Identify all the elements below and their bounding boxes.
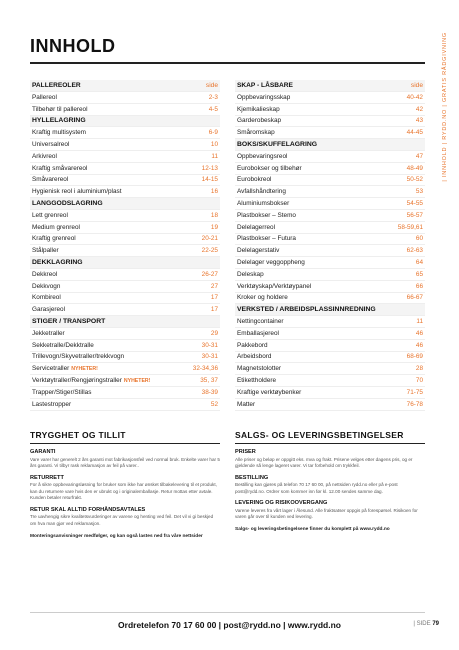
toc-label: Kraftig grenreol <box>32 235 76 243</box>
toc-label: STIGER / TRANSPORT <box>32 318 106 326</box>
toc-label-wrap <box>237 342 268 349</box>
toc-label-wrap <box>237 389 301 396</box>
toc-label-wrap <box>32 318 105 325</box>
toc-page-number: 46 <box>415 329 423 337</box>
toc-label-wrap <box>237 141 317 148</box>
toc-entry <box>30 363 220 375</box>
toc-label-wrap <box>32 212 68 219</box>
toc-label-wrap <box>32 353 124 360</box>
toc-label: Nettingcontainer <box>237 318 284 326</box>
toc-entry <box>235 234 425 246</box>
toc-label: Lastestropper <box>32 400 72 408</box>
toc-label: Småromskap <box>237 129 275 137</box>
toc-page-number: 40-42 <box>406 93 423 101</box>
toc-label: Avfallshåndtering <box>237 188 286 196</box>
toc-entry <box>30 186 220 198</box>
toc-label-wrap <box>237 401 255 408</box>
toc-label: VERKSTED / ARBEIDSPLASSINNREDNING <box>237 306 376 314</box>
toc-label: Servicetraller <box>32 365 70 373</box>
toc-label: PALLEREOLER <box>32 82 81 89</box>
terms-section <box>235 430 425 532</box>
toc-label: Matter <box>237 400 256 408</box>
page-title: INNHOLD <box>30 36 116 56</box>
toc-label-wrap <box>237 82 293 89</box>
toc-label-wrap <box>32 165 87 172</box>
toc-page-number: 60 <box>415 235 423 243</box>
side-tab-text: | INNHOLD | RYDD.NO | GRATIS RÅDGIVNING <box>442 32 448 182</box>
toc-label-wrap <box>237 212 296 219</box>
toc-label: Universalreol <box>32 141 70 149</box>
toc-entry <box>235 269 425 281</box>
toc-label: Tilbehør til pallereol <box>32 105 88 113</box>
toc-page-number: 38-39 <box>201 388 218 396</box>
toc-page-number: 19 <box>210 223 218 231</box>
title-divider <box>30 62 425 64</box>
toc-label-wrap <box>237 306 376 313</box>
toc-label-wrap <box>32 129 86 136</box>
toc-page-number: 10 <box>210 141 218 149</box>
toc-label-wrap <box>237 365 281 372</box>
toc-header <box>30 80 220 92</box>
trust-warranty-heading: GARANTI <box>30 449 56 455</box>
toc-label-wrap <box>32 283 60 290</box>
toc-label-wrap <box>237 165 302 172</box>
toc-page-number: 12-13 <box>201 164 218 172</box>
toc-entry <box>235 293 425 305</box>
toc-label: Kroker og holdere <box>237 294 288 302</box>
toc-entry <box>235 375 425 387</box>
right-toc <box>235 80 425 411</box>
toc-label: Kjemikalieskap <box>237 105 280 113</box>
toc-page-number: 66-67 <box>406 294 423 302</box>
toc-label: Delelagerreol <box>237 223 276 231</box>
toc-entry <box>30 104 220 116</box>
toc-page-number: 43 <box>415 117 423 125</box>
toc-label-wrap <box>32 294 61 301</box>
toc-page-number: 11 <box>416 318 423 326</box>
toc-page-number: 52 <box>210 400 218 408</box>
toc-label: Trapper/Stiger/Stillas <box>32 388 92 396</box>
terms-prices-text: Alle priser og beløp er oppgitt eks. mva og frakt. Prisene velges etter dagens pris, og er gjeldende så lenge lageret varer. Vi tar forbehold om trykkfeil. <box>235 456 413 469</box>
toc-section-heading <box>30 116 220 128</box>
toc-entry <box>235 316 425 328</box>
toc-label-wrap <box>237 377 276 384</box>
toc-label-wrap <box>32 377 150 384</box>
toc-label: Emballasjereol <box>237 329 279 337</box>
toc-entry <box>30 151 220 163</box>
toc-page-number: 44-45 <box>406 129 423 137</box>
toc-label: Dekkvogn <box>32 282 61 290</box>
toc-label-wrap <box>32 389 91 396</box>
toc-entry <box>235 257 425 269</box>
toc-entry <box>235 92 425 104</box>
page-number <box>413 621 439 627</box>
terms-title: SALGS- OG LEVERINGSBETINGELSER <box>235 430 425 444</box>
toc-label: Eurobokreol <box>237 176 272 184</box>
toc-page-number: 30-31 <box>201 341 218 349</box>
toc-entry <box>30 340 220 352</box>
toc-label: Eurobokser og tilbehør <box>237 164 302 172</box>
toc-label-wrap <box>237 188 286 195</box>
toc-entry <box>235 363 425 375</box>
toc-page-number: 48-49 <box>406 164 423 172</box>
toc-entry <box>30 281 220 293</box>
toc-entry <box>235 116 425 128</box>
terms-prices-heading: PRISER <box>235 449 256 455</box>
toc-entry <box>30 293 220 305</box>
trust-return-text: For å sikre oppbevaringsløsning for bruker som ikke har ønsket tilbakelevering til et produkt, kan du returnere vare hvis den er ubrukt og i originalemballasje. Retur mottas etter avtale. Kunden betaler returfrakt. <box>30 482 217 501</box>
toc-label: Plastbokser – Futura <box>237 235 296 243</box>
trust-return-heading: RETURRETT <box>30 474 64 481</box>
toc-label: Deleskap <box>237 270 264 278</box>
toc-label-wrap <box>32 106 88 113</box>
toc-entry <box>235 387 425 399</box>
toc-label-wrap <box>237 106 280 113</box>
toc-label: Plastbokser – Stemo <box>237 211 296 219</box>
toc-entry <box>30 127 220 139</box>
top-bar <box>0 0 459 12</box>
toc-entry <box>30 175 220 187</box>
toc-label: Arkivreol <box>32 152 57 160</box>
toc-page-number: 16 <box>210 188 218 196</box>
toc-label: Aluminiumsbokser <box>237 200 290 208</box>
toc-page-number: 14-15 <box>201 176 218 184</box>
toc-label: Oppbevaringsskap <box>237 93 291 101</box>
toc-entry <box>235 281 425 293</box>
toc-entry <box>235 210 425 222</box>
toc-page-number: 58-59,61 <box>397 223 423 231</box>
toc-entry <box>30 399 220 411</box>
toc-label-wrap <box>237 224 275 231</box>
toc-entry <box>235 352 425 364</box>
toc-label: Hygienisk reol i aluminium/plast <box>32 188 122 196</box>
toc-page-number: 26-27 <box>201 270 218 278</box>
toc-entry <box>30 375 220 387</box>
toc-page-number: 6-9 <box>208 129 218 137</box>
toc-page-number: side <box>410 82 423 89</box>
toc-label: Kombireol <box>32 294 61 302</box>
toc-label-wrap <box>237 271 264 278</box>
toc-label: Delelagerstativ <box>237 247 280 255</box>
toc-page-number: 11 <box>211 152 218 160</box>
trust-return-agreement-text: Tre uavhengig sikre kvalitetsvurderinger av varene og henting ved feil. Det vil vi gi beskjed om hva man gjør ved reklamasjon. <box>30 514 214 527</box>
toc-entry <box>30 222 220 234</box>
toc-label: Garderobeskap <box>237 117 282 125</box>
toc-label-wrap <box>237 117 281 124</box>
toc-entry <box>30 163 220 175</box>
page-number-value: 79 <box>432 621 439 627</box>
toc-page-number: 35, 37 <box>200 377 218 385</box>
toc-entry <box>235 198 425 210</box>
toc-entry <box>30 234 220 246</box>
page-number-label: | SIDE <box>413 621 431 627</box>
toc-label: HYLLELAGRING <box>32 117 86 125</box>
toc-entry <box>30 210 220 222</box>
toc-label-wrap <box>237 247 279 254</box>
toc-section-heading <box>235 139 425 151</box>
terms-delivery-text: Varene leveres fra vårt lager i Ålesund. Alle fraktsatser oppgis på forespørsel. Risikoen for varen går over til kunden ved levering. <box>235 507 418 520</box>
toc-label: Oppbevaringsreol <box>237 152 288 160</box>
toc-page-number: 71-75 <box>406 388 423 396</box>
toc-section-heading <box>30 198 220 210</box>
toc-label-wrap <box>237 353 271 360</box>
toc-label: Dekkreol <box>32 270 58 278</box>
toc-page-number: 30-31 <box>201 353 218 361</box>
toc-label-wrap <box>237 235 296 242</box>
new-badge: NYHETER! <box>123 377 151 384</box>
toc-page-number: 17 <box>210 306 218 314</box>
toc-page-number: 70 <box>415 377 423 385</box>
toc-page-number: 47 <box>415 152 423 160</box>
toc-label-wrap <box>237 330 279 337</box>
toc-section-heading <box>235 304 425 316</box>
toc-page-number: 54-55 <box>406 200 423 208</box>
toc-entry <box>30 328 220 340</box>
toc-label: Verktøytraller/Rengjøringstraller <box>32 377 122 385</box>
toc-page-number: 46 <box>415 341 423 349</box>
footer-divider <box>30 612 425 613</box>
toc-label: Jekketraller <box>32 329 65 337</box>
toc-page-number: 76-78 <box>406 400 423 408</box>
toc-page-number: 2-3 <box>208 93 218 101</box>
new-badge: NYHETER! <box>71 365 98 372</box>
toc-label-wrap <box>237 153 287 160</box>
toc-label-wrap <box>237 176 271 183</box>
toc-page-number: 50-52 <box>406 176 423 184</box>
toc-page-number: 66 <box>415 282 423 290</box>
toc-label: LANGGODSLAGRING <box>32 200 103 208</box>
toc-label-wrap <box>237 129 275 136</box>
toc-label: Lett grenreol <box>32 211 68 219</box>
toc-label: Verktøyskap/Verktøypanel <box>237 282 312 290</box>
toc-label: Pakkebord <box>237 341 268 349</box>
toc-label-wrap <box>237 94 290 101</box>
toc-label: Etikettholdere <box>237 377 277 385</box>
toc-entry <box>235 175 425 187</box>
toc-page-number: 4-5 <box>208 105 218 113</box>
terms-order-heading: BESTILLING <box>235 474 269 481</box>
toc-label: Stålpaller <box>32 247 59 255</box>
toc-entry <box>30 269 220 281</box>
toc-label: SKAP - LÅSBARE <box>237 82 293 89</box>
toc-label-wrap <box>237 318 284 325</box>
terms-delivery-heading: LEVERING OG RISIKOOVERGANG <box>235 500 328 507</box>
toc-label-wrap <box>32 176 68 183</box>
toc-entry <box>235 222 425 234</box>
toc-label-wrap <box>237 283 311 290</box>
toc-label: Kraftig småvarereol <box>32 164 88 172</box>
toc-label-wrap <box>237 259 305 266</box>
toc-label: Delelager veggoppheng <box>237 259 305 267</box>
toc-page-number: 29 <box>210 329 218 337</box>
toc-label: Kraftige verktøybenker <box>237 388 302 396</box>
trust-return-agreement-heading: RETUR SKAL ALLTID FORHÅNDSAVTALES <box>30 506 146 513</box>
toc-entry <box>235 127 425 139</box>
toc-label: Trillevogn/Skyvetraller/trekkvogn <box>32 353 125 361</box>
toc-label: Garasjereol <box>32 306 66 314</box>
toc-label-wrap <box>32 247 59 254</box>
trust-section <box>30 430 220 539</box>
toc-entry <box>30 92 220 104</box>
toc-page-number: 53 <box>415 188 423 196</box>
toc-page-number: 65 <box>415 270 423 278</box>
toc-label: Kraftig multisystem <box>32 129 86 137</box>
trust-warranty-text: Vare varer har generelt 2 års garanti mot fabrikasjonsfeil ved normal bruk. Enkelte varer har 5 års garanti. Vi tilbyr rask reklamasjon av feil på varer.. <box>30 456 220 469</box>
toc-label-wrap <box>32 82 81 89</box>
toc-page-number: 68-69 <box>406 353 423 361</box>
toc-entry <box>235 151 425 163</box>
toc-label: BOKS/SKUFFELAGRING <box>237 141 318 149</box>
toc-entry <box>235 245 425 257</box>
toc-page-number: 22-25 <box>201 247 218 255</box>
toc-page-number: 17 <box>210 294 218 302</box>
toc-page-number: 27 <box>210 282 218 290</box>
toc-entry <box>30 352 220 364</box>
toc-label-wrap <box>237 200 289 207</box>
toc-entry <box>235 340 425 352</box>
terms-link-note: Salgs- og leveringsbetingelsene finner du komplett på www.rydd.no <box>235 527 390 533</box>
toc-label-wrap <box>32 117 86 124</box>
left-toc <box>30 80 220 411</box>
toc-label-wrap <box>32 141 69 148</box>
toc-label-wrap <box>32 342 94 349</box>
trust-title: TRYGGHET OG TILLIT <box>30 430 220 444</box>
toc-label-wrap <box>32 188 122 195</box>
toc-label: Arbeidsbord <box>237 353 272 361</box>
toc-entry <box>30 304 220 316</box>
toc-entry <box>235 104 425 116</box>
toc-label: Medium grenreol <box>32 223 80 231</box>
trust-assembly-note: Monteringsanvisninger medfølger, og kan også lastes ned fra våre nettsider <box>30 533 203 539</box>
toc-page-number: 28 <box>415 365 423 373</box>
footer-contact: Ordretelefon 70 17 60 00 | post@rydd.no | www.rydd.no <box>118 620 341 630</box>
toc-page-number: 42 <box>415 105 423 113</box>
toc-entry <box>235 186 425 198</box>
toc-label-wrap <box>32 306 65 313</box>
toc-entry <box>235 328 425 340</box>
toc-label-wrap <box>32 153 57 160</box>
toc-label-wrap <box>32 200 103 207</box>
toc-page-number: side <box>205 82 218 89</box>
toc-label-wrap <box>32 94 57 101</box>
toc-label: Sekketralle/Dekktralle <box>32 341 94 349</box>
toc-section-heading <box>30 316 220 328</box>
toc-label: DEKKLAGRING <box>32 259 83 267</box>
toc-page-number: 32-34,36 <box>192 365 218 373</box>
toc-page-number: 18 <box>210 211 218 219</box>
toc-section-heading <box>30 257 220 269</box>
toc-label-wrap <box>32 235 76 242</box>
toc-label-wrap <box>32 271 57 278</box>
toc-header <box>235 80 425 92</box>
toc-entry <box>30 139 220 151</box>
toc-entry <box>235 163 425 175</box>
toc-entry <box>30 245 220 257</box>
toc-label-wrap <box>32 330 65 337</box>
toc-label-wrap <box>237 294 288 301</box>
toc-entry <box>30 387 220 399</box>
terms-order-text: Bestilling kan gjøres på telefon 70 17 60 00, på nettsiden rydd.no eller på e-post post@rydd.no. Ordrer som kommer inn før kl. 12.00 sendes samme dag. <box>235 482 398 494</box>
toc-page-number: 20-21 <box>201 235 218 243</box>
toc-label-wrap <box>32 401 71 408</box>
toc-page-number: 64 <box>415 259 423 267</box>
toc-label: Pallereol <box>32 93 57 101</box>
toc-entry <box>235 399 425 411</box>
toc-page-number: 56-57 <box>406 211 423 219</box>
side-tab <box>439 14 459 182</box>
toc-label-wrap <box>32 365 98 372</box>
toc-label: Magnetstolotter <box>237 365 282 373</box>
toc-label-wrap <box>32 259 83 266</box>
toc-label-wrap <box>32 224 80 231</box>
toc-label: Småvarereol <box>32 176 69 184</box>
toc-page-number: 62-63 <box>406 247 423 255</box>
